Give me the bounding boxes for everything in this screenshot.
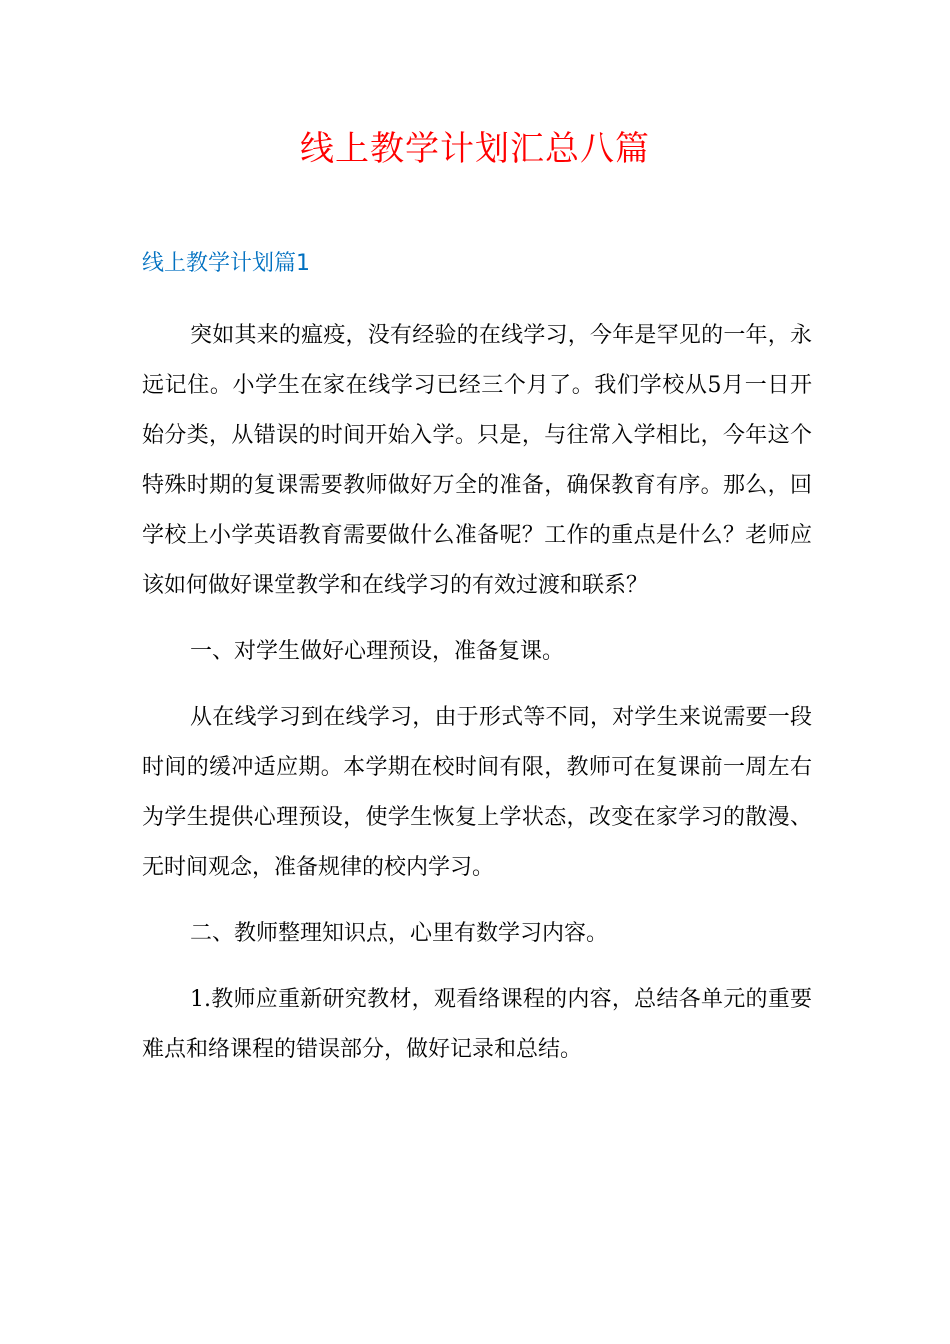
section-body — [142, 311, 812, 1091]
paragraph: 突如其来的瘟疫，没有经验的在线学习，今年是罕见的一年，永远记住。小学生在家在线学习已经三个月了。我们学校从5月一日开始分类，从错误的时间开始入学。只是，与往常入学相比，今年这个特殊时期的复课需要教师做好万全的准备，确保教育有序。那么，回学校上小学英语教育需要做什么准备呢？工作的重点是什么？老师应该如何做好课堂教学和在线学习的有效过渡和联系？ — [142, 323, 812, 598]
paragraph: 二、教师整理知识点，心里有数学习内容。 — [190, 921, 609, 946]
document-title: 线上教学计划汇总八篇 — [300, 129, 650, 169]
section-heading: 线上教学计划篇1 — [142, 251, 310, 276]
paragraph: 1.教师应重新研究教材，观看络课程的内容，总结各单元的重要难点和络课程的错误部分，做好记录和总结。 — [142, 987, 812, 1062]
paragraph: 一、对学生做好心理预设，准备复课。 — [190, 639, 565, 664]
paragraph: 从在线学习到在线学习，由于形式等不同，对学生来说需要一段时间的缓冲适应期。本学期在校时间有限，教师可在复课前一周左右为学生提供心理预设，使学生恢复上学状态，改变在家学习的散漫、无时间观念，准备规律的校内学习。 — [142, 705, 812, 880]
